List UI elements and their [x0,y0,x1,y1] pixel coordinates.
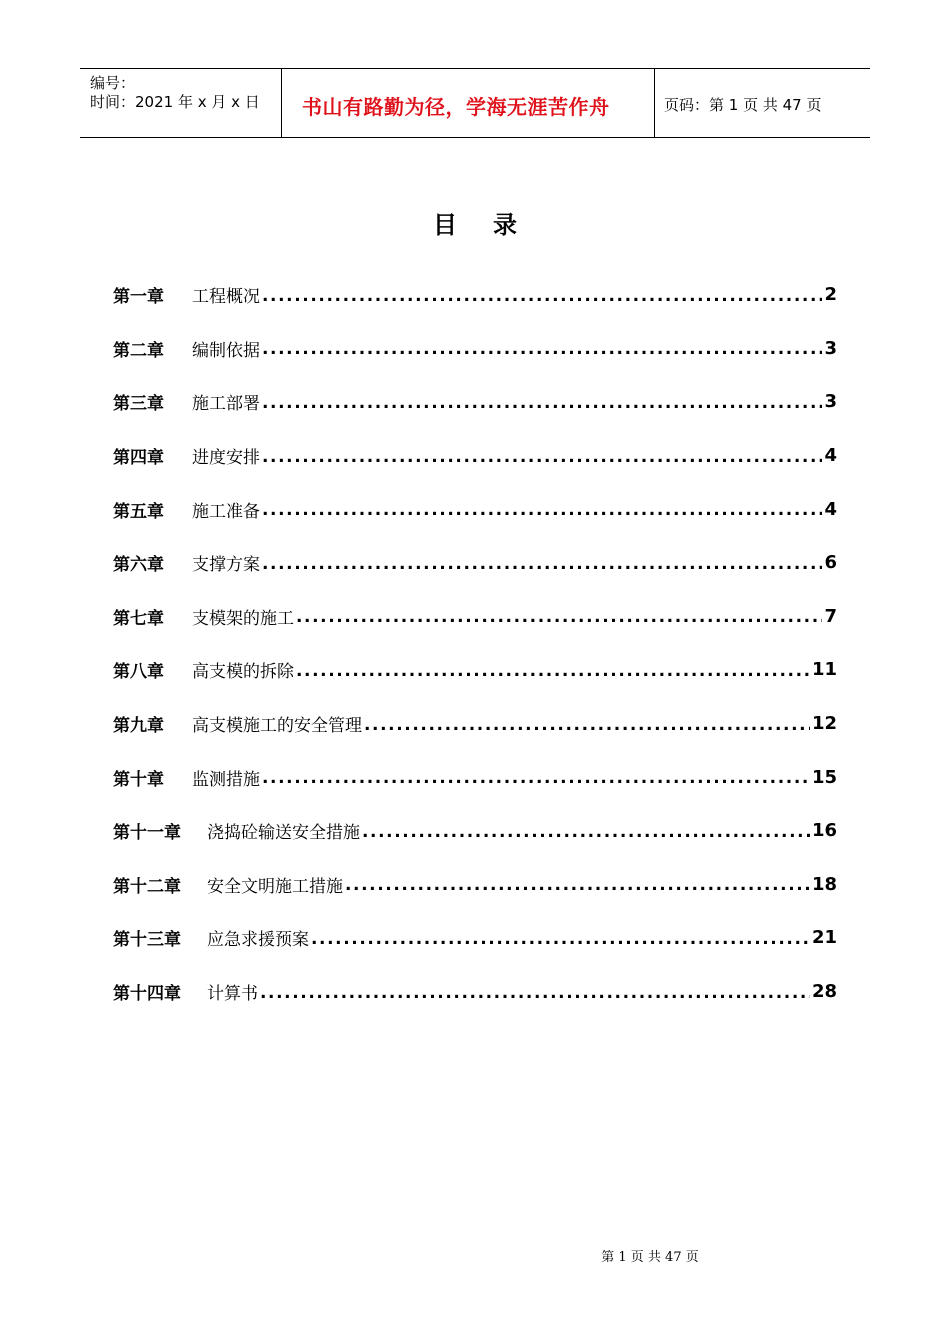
toc-chapter: 第九章 [113,716,164,737]
toc-chapter: 第四章 [113,448,164,469]
toc-entry[interactable] [113,429,837,483]
toc-leader-dots [262,339,822,359]
toc-name: 支模架的施工 [192,608,294,629]
toc-name: 高支模施工的安全管理 [192,716,362,737]
toc-chapter: 第三章 [113,394,164,415]
toc-page-number: 6 [824,552,837,574]
toc-name: 工程概况 [192,287,260,308]
page-info: 页码：第 1 页 共 47 页 [664,96,822,114]
toc-chapter: 第一章 [113,287,164,308]
header-motto-cell [282,69,655,137]
toc-leader-dots [296,607,822,627]
toc-name: 施工准备 [192,501,260,522]
header-page-cell [655,69,870,137]
toc-entry[interactable] [113,536,837,590]
toc-entry[interactable] [113,965,837,1019]
toc-page-number: 15 [811,766,837,788]
toc-leader-dots [345,875,810,895]
toc-entry[interactable] [113,482,837,536]
toc-chapter: 第十章 [113,769,164,790]
toc-chapter: 第五章 [113,501,164,522]
toc-chapter: 第十二章 [113,876,181,897]
toc-page-number: 3 [824,391,837,413]
table-of-contents [113,268,837,1018]
toc-entry[interactable] [113,643,837,697]
toc-leader-dots [364,715,810,735]
toc-page-number: 7 [824,605,837,627]
toc-page-number: 21 [811,927,837,949]
toc-entry[interactable] [113,750,837,804]
toc-leader-dots [296,661,810,681]
page-footer: 第 1 页 共 47 页 [601,1250,699,1265]
toc-entry[interactable] [113,804,837,858]
toc-entry[interactable] [113,322,837,376]
page-header [80,68,870,138]
toc-name: 计算书 [207,984,258,1005]
toc-leader-dots [311,929,810,949]
code-label: 编号： [90,74,136,92]
toc-page-number: 4 [824,498,837,520]
toc-leader-dots [262,447,822,467]
toc-entry[interactable] [113,697,837,751]
toc-name: 安全文明施工措施 [207,876,343,897]
toc-entry[interactable] [113,268,837,322]
toc-chapter: 第十一章 [113,823,181,844]
toc-page-number: 2 [824,284,837,306]
toc-name: 应急求援预案 [207,930,309,951]
toc-page-number: 18 [811,873,837,895]
toc-name: 监测措施 [192,769,260,790]
toc-leader-dots [262,768,810,788]
toc-chapter: 第十四章 [113,984,181,1005]
toc-page-number: 28 [811,981,837,1003]
toc-page-number: 4 [824,445,837,467]
motto-text: 书山有路勤为径，学海无涯苦作舟 [302,95,610,119]
toc-name: 高支模的拆除 [192,662,294,683]
header-meta-cell [80,69,282,137]
toc-name: 编制依据 [192,340,260,361]
toc-chapter: 第六章 [113,555,164,576]
toc-leader-dots [262,393,822,413]
toc-leader-dots [262,500,822,520]
toc-entry[interactable] [113,590,837,644]
toc-chapter: 第十三章 [113,930,181,951]
toc-name: 支撑方案 [192,555,260,576]
toc-title: 目录 [433,211,553,239]
toc-entry[interactable] [113,911,837,965]
toc-leader-dots [362,822,810,842]
toc-page-number: 11 [811,659,837,681]
toc-page-number: 12 [811,713,837,735]
toc-entry[interactable] [113,858,837,912]
toc-chapter: 第二章 [113,340,164,361]
toc-name: 进度安排 [192,448,260,469]
toc-page-number: 16 [811,820,837,842]
toc-leader-dots [262,286,822,306]
toc-page-number: 3 [824,337,837,359]
time-label: 时间：2021 年 x 月 x 日 [90,93,260,111]
toc-leader-dots [262,554,822,574]
toc-name: 浇捣砼输送安全措施 [207,823,360,844]
toc-leader-dots [260,983,810,1003]
toc-chapter: 第七章 [113,608,164,629]
toc-name: 施工部署 [192,394,260,415]
toc-chapter: 第八章 [113,662,164,683]
toc-entry[interactable] [113,375,837,429]
